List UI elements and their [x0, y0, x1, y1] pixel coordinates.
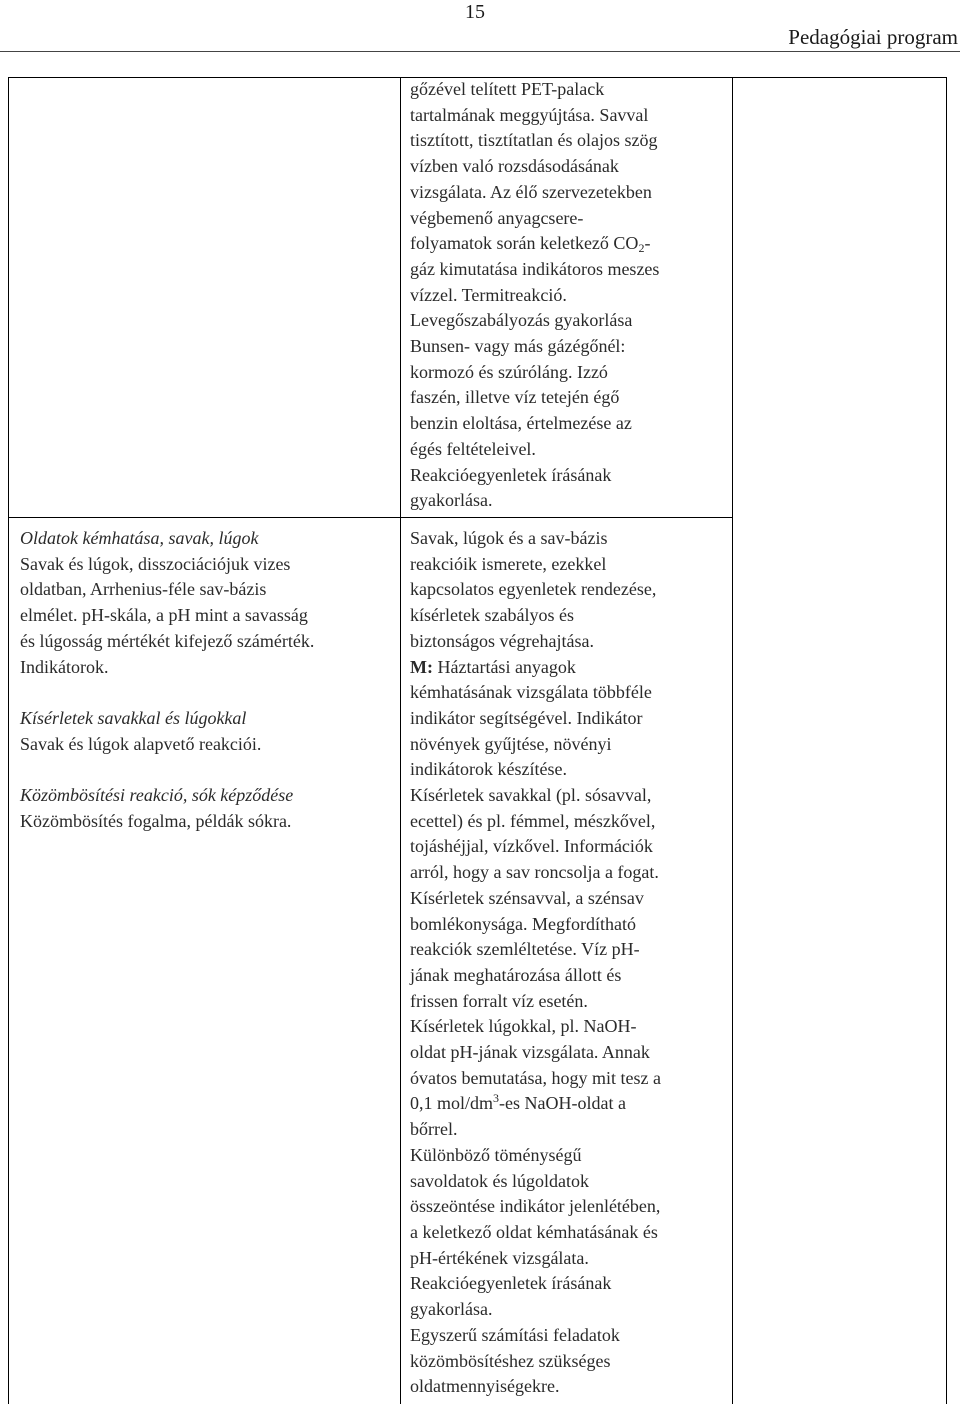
text-line: arról, hogy a sav roncsolja a fogat. [410, 862, 659, 883]
text-line: reakciók szemléltetése. Víz pH- [410, 939, 640, 960]
text-line: Kísérletek szénsavval, a szénsav [410, 887, 644, 908]
text-line: tartalmának meggyújtása. Savval [410, 104, 649, 125]
table-row-divider [8, 517, 733, 518]
text-line: jának meghatározása állott és [410, 964, 622, 985]
text-line: óvatos bemutatása, hogy mit tesz a [410, 1067, 661, 1088]
text-line: oldatban, Arrhenius-féle sav-bázis [20, 579, 267, 600]
spacer [20, 757, 395, 783]
text-line: Indikátorok. [20, 656, 109, 677]
table-border-right [946, 77, 947, 1404]
text-line: savoldatok és lúgoldatok [410, 1170, 589, 1191]
right-activity-cell [410, 526, 730, 1400]
text-line: Bunsen- vagy más gázégőnél: [410, 336, 626, 357]
text-line: Reakcióegyenletek írásának [410, 464, 612, 485]
text-line: Savak és lúgok alapvető reakciói. [20, 733, 262, 754]
topic-title: Közömbösítési reakció, sók képződése [20, 785, 294, 806]
header-rule [0, 51, 960, 52]
m-label: M: [410, 656, 433, 677]
text-line: gyakorlása. [410, 1299, 493, 1320]
text-line: Különböző töménységű [410, 1144, 582, 1165]
superscript: 3 [493, 1091, 500, 1106]
text-line: bomlékonysága. Megfordítható [410, 913, 636, 934]
subscript: 2 [638, 241, 645, 256]
text-line: Egyszerű számítási feladatok [410, 1324, 620, 1345]
text-line: végbemenő anyagcsere- [410, 207, 584, 228]
spacer [20, 680, 395, 706]
text-line: frissen forralt víz esetén. [410, 990, 588, 1011]
text-line: kormozó és szúróláng. Izzó [410, 361, 608, 382]
text-line: gyakorlása. [410, 490, 493, 511]
text-line-co2 [410, 231, 730, 257]
header-title: Pedagógiai program [788, 25, 958, 49]
text-line: tisztított, tisztítatlan és olajos szög [410, 130, 658, 151]
topic-title: Oldatok kémhatása, savak, lúgok [20, 528, 259, 548]
table-divider-1 [400, 77, 401, 1404]
text-line: vizsgálata. Az élő szervezetekben [410, 181, 652, 202]
text-line: Kísérletek lúgokkal, pl. NaOH- [410, 1016, 637, 1037]
text-line: vízzel. Termitreakció. [410, 284, 567, 305]
text-line: elmélet. pH-skála, a pH mint a savasság [20, 605, 308, 626]
text-line: oldat pH-jának vizsgálata. Annak [410, 1042, 650, 1063]
text-line: tojáshéjjal, vízkővel. Információk [410, 836, 653, 857]
left-topic-cell [20, 526, 395, 834]
text-line: és lúgosság mértékét kifejező számérték. [20, 630, 315, 651]
topic-title: Kísérletek savakkal és lúgokkal [20, 707, 247, 728]
text-line: kémhatásának vizsgálata többféle [410, 682, 652, 703]
text-line: égés feltételeivel. [410, 438, 536, 459]
text-line-unit [410, 1091, 730, 1117]
text-line: indikátorok készítése. [410, 759, 567, 780]
text-line: Savak és lúgok, disszociációjuk vizes [20, 553, 291, 574]
text-line: biztonságos végrehajtása. [410, 630, 594, 651]
text-line: kapcsolatos egyenletek rendezése, [410, 579, 657, 600]
text-line: indikátor segítségével. Indikátor [410, 707, 643, 728]
text-line: bőrrel. [410, 1119, 458, 1140]
text-line: Savak, lúgok és a sav-bázis [410, 528, 608, 548]
text-line: kísérletek szabályos és [410, 605, 574, 626]
text-line: Kísérletek savakkal (pl. sósavval, [410, 785, 652, 806]
text-line: növények gyűjtése, növényi [410, 733, 612, 754]
text-line: vízben való rozsdásodásának [410, 156, 619, 177]
text-line: közömbösítéshez szükséges [410, 1350, 611, 1371]
top-right-cell [410, 77, 730, 514]
text-line: gőzével telített PET-palack [410, 79, 605, 99]
text-line-m [410, 655, 730, 681]
text-line: Közömbösítés fogalma, példák sókra. [20, 810, 292, 831]
table-border-left [8, 77, 9, 1404]
text-line: Levegőszabályozás gyakorlása [410, 310, 633, 331]
table-divider-2 [732, 77, 733, 1404]
text-line: pH-értékének vizsgálata. [410, 1247, 589, 1268]
text-line: oldatmennyiségekre. [410, 1376, 560, 1397]
text-fragment: - [644, 233, 651, 254]
page-number: 15 [465, 1, 485, 23]
text-fragment: Háztartási anyagok [432, 656, 576, 677]
text-line: gáz kimutatása indikátoros meszes [410, 258, 660, 279]
text-line: a keletkező oldat kémhatásának és [410, 1221, 658, 1242]
text-line: reakcióik ismerete, ezekkel [410, 553, 607, 574]
text-fragment: 0,1 mol/dm [410, 1093, 494, 1114]
text-line: összeöntése indikátor jelenlétében, [410, 1196, 661, 1217]
text-line: ecettel) és pl. fémmel, mészkővel, [410, 810, 656, 831]
text-fragment: -es NaOH-oldat a [499, 1093, 626, 1114]
text-line: faszén, illetve víz tetején égő [410, 387, 620, 408]
text-fragment: folyamatok során keletkező CO [410, 233, 639, 254]
text-line: Reakcióegyenletek írásának [410, 1273, 612, 1294]
text-line: benzin eloltása, értelmezése az [410, 413, 632, 434]
